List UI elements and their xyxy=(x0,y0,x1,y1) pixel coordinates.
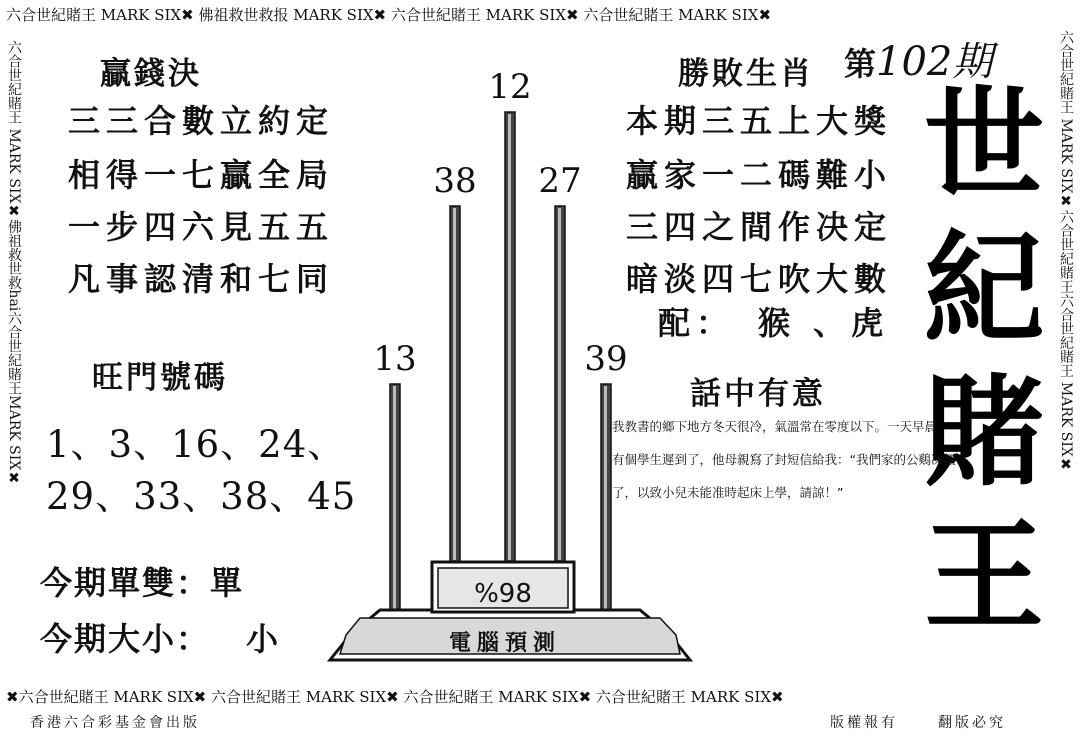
pillar-label-2: 38 xyxy=(433,161,477,201)
big-small-label xyxy=(40,614,280,660)
pillar-highlight-1 xyxy=(393,386,396,610)
pillar-label-3: 12 xyxy=(488,67,532,107)
copyright-text-1: 版權報有 xyxy=(830,715,898,731)
prediction-percent: %98 xyxy=(474,579,532,609)
top-border-text: 六合世紀賭王 MARK SIX✖ 佛祖救世救报 MARK SIX✖ 六合世紀賭王 MARK SIX✖ 六合世紀賭王 MARK SIX✖ xyxy=(6,6,772,24)
left-poem-title: 贏錢決 xyxy=(100,56,202,92)
pillar-highlight-4 xyxy=(558,208,561,560)
issue-prefix: 第 xyxy=(844,45,877,83)
right-poem-title: 勝敗生肖 xyxy=(678,56,814,92)
pillar-highlight-5 xyxy=(604,386,607,610)
right-poem-line-1: 本期三五上大獎 xyxy=(626,102,893,140)
lucky-numbers-line-2: 29、33、38、45 xyxy=(46,475,357,518)
pillar-highlight-2 xyxy=(453,208,456,560)
prediction-caption: 電腦預測 xyxy=(448,631,562,656)
right-border-text: 六合世紀賭王 MARK SIX✖六合世紀賭王六合世紀賭王 MARK SIX✖ xyxy=(1058,30,1074,473)
match-value: 猴 、虎 xyxy=(758,304,890,342)
brand-char-3: 賭 xyxy=(924,364,1044,503)
story-text: 我教書的鄉下地方冬天很冷，氣溫常在零度以下。一天早晨，有個學生遲到了，他母親寫了封短信給我：“我們家的公鷄凍僵了，以致小兒未能准時起床上學，請諒！” xyxy=(612,419,956,500)
publisher-text: 香港六合彩基金會出版 xyxy=(30,715,200,731)
prediction-chart xyxy=(320,50,700,680)
left-border-text: 六合世紀賭王 MARK SIX✖佛祖救世救hai六合世紀賭王MARK SIX✖ xyxy=(6,40,22,487)
big-small-label-text: 今期大小： xyxy=(40,620,211,658)
big-small-value: 小 xyxy=(246,620,281,658)
right-poem-line-4: 暗淡四七吹大數 xyxy=(626,260,893,298)
lucky-title: 旺門號碼 xyxy=(92,360,228,396)
right-poem-line-3: 三四之間作决定 xyxy=(626,208,893,246)
pillar-highlight-3 xyxy=(508,114,511,560)
right-poem-line-2: 贏家一二碼難小 xyxy=(626,156,893,194)
pillar-label-1: 13 xyxy=(373,339,417,379)
left-poem-line-3: 一步四六見五五 xyxy=(68,208,335,246)
odd-even-value: 單 xyxy=(210,564,245,602)
brand-char-4: 王 xyxy=(924,508,1044,647)
left-poem-line-4: 凡事認清和七同 xyxy=(68,260,335,298)
left-poem-line-2: 相得一七贏全局 xyxy=(68,156,335,194)
pillar-label-5: 39 xyxy=(584,339,628,379)
pillar-label-4: 27 xyxy=(538,161,582,201)
copyright-text-2: 翻版必究 xyxy=(938,715,1006,731)
match-label: 配： xyxy=(658,304,735,342)
story-title: 話中有意 xyxy=(690,376,826,412)
lucky-numbers-line-1: 1、3、16、24、 xyxy=(46,423,346,466)
left-poem-line-1: 三三合數立約定 xyxy=(68,102,335,140)
brand-char-1: 世 xyxy=(924,76,1044,215)
bottom-border-text: ✖六合世紀賭王 MARK SIX✖ 六合世紀賭王 MARK SIX✖ 六合世紀賭王 MARK SIX✖ 六合世紀賭王 MARK SIX✖ xyxy=(6,688,784,706)
brand-char-2: 紀 xyxy=(924,220,1044,359)
odd-even-label-text: 今期單雙： xyxy=(40,564,211,602)
issue-number: 102期 xyxy=(876,39,993,85)
odd-even-label xyxy=(40,558,244,604)
